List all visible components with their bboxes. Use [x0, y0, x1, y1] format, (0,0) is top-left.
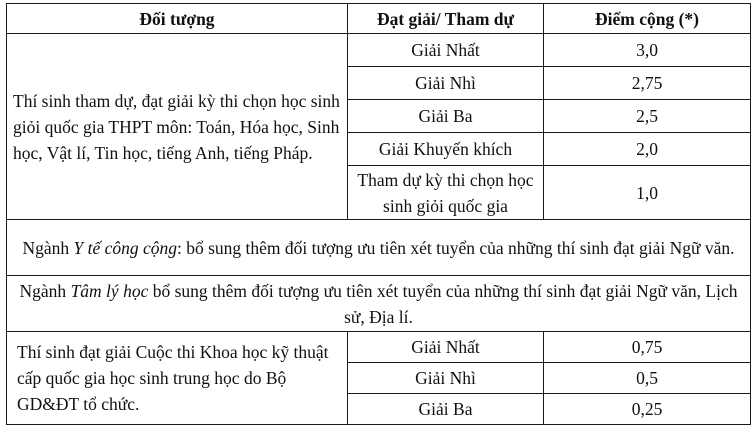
award-cell: Giải Ba: [348, 100, 544, 133]
award-cell: Giải Nhì: [348, 363, 544, 394]
subject-science-contest: Thí sinh đạt giải Cuộc thi Khoa học kỹ thuật cấp quốc gia học sinh trung học do Bộ GD&ĐT tổ chức.: [7, 332, 348, 425]
points-cell: 3,0: [544, 34, 751, 67]
points-cell: 2,0: [544, 133, 751, 166]
award-cell: Tham dự kỳ thi chọn học sinh giỏi quốc gia: [348, 166, 544, 220]
header-row: [7, 4, 751, 34]
note-psychology: [7, 276, 751, 332]
award-cell: Giải Nhất: [348, 332, 544, 363]
award-cell: Giải Nhất: [348, 34, 544, 67]
points-cell: 1,0: [544, 166, 751, 220]
award-cell: Giải Khuyến khích: [348, 133, 544, 166]
note-text: : bổ sung thêm đối tượng ưu tiên xét tuyển của những thí sinh đạt giải Ngữ văn.: [177, 237, 735, 258]
header-points: Điểm cộng (*): [544, 4, 751, 34]
bonus-points-table: [6, 3, 751, 425]
note-public-health: [7, 220, 751, 276]
award-cell: Giải Nhì: [348, 67, 544, 100]
note-prefix: Ngành: [22, 237, 74, 258]
major-name: Y tế công cộng: [73, 237, 177, 258]
points-cell: 0,75: [544, 332, 751, 363]
note-row-psychology: [7, 276, 751, 332]
table-row: [7, 332, 751, 363]
header-award: Đạt giải/ Tham dự: [348, 4, 544, 34]
table-row: [7, 34, 751, 67]
points-cell: 2,5: [544, 100, 751, 133]
points-cell: 2,75: [544, 67, 751, 100]
points-cell: 0,5: [544, 363, 751, 394]
note-row-public-health: [7, 220, 751, 276]
major-name: Tâm lý học: [70, 280, 149, 301]
award-cell: Giải Ba: [348, 394, 544, 425]
points-cell: 0,25: [544, 394, 751, 425]
note-prefix: Ngành: [19, 280, 71, 301]
note-text: bổ sung thêm đối tượng ưu tiên xét tuyển của những thí sinh đạt giải Ngữ văn, Lịch sử, Địa lí.: [148, 280, 738, 327]
subject-national-exam: Thí sinh tham dự, đạt giải kỳ thi chọn học sinh giỏi quốc gia THPT môn: Toán, Hóa học, Sinh học, Vật lí, Tin học, tiếng Anh, tiếng Pháp.: [7, 34, 348, 220]
header-subject: Đối tượng: [7, 4, 348, 34]
